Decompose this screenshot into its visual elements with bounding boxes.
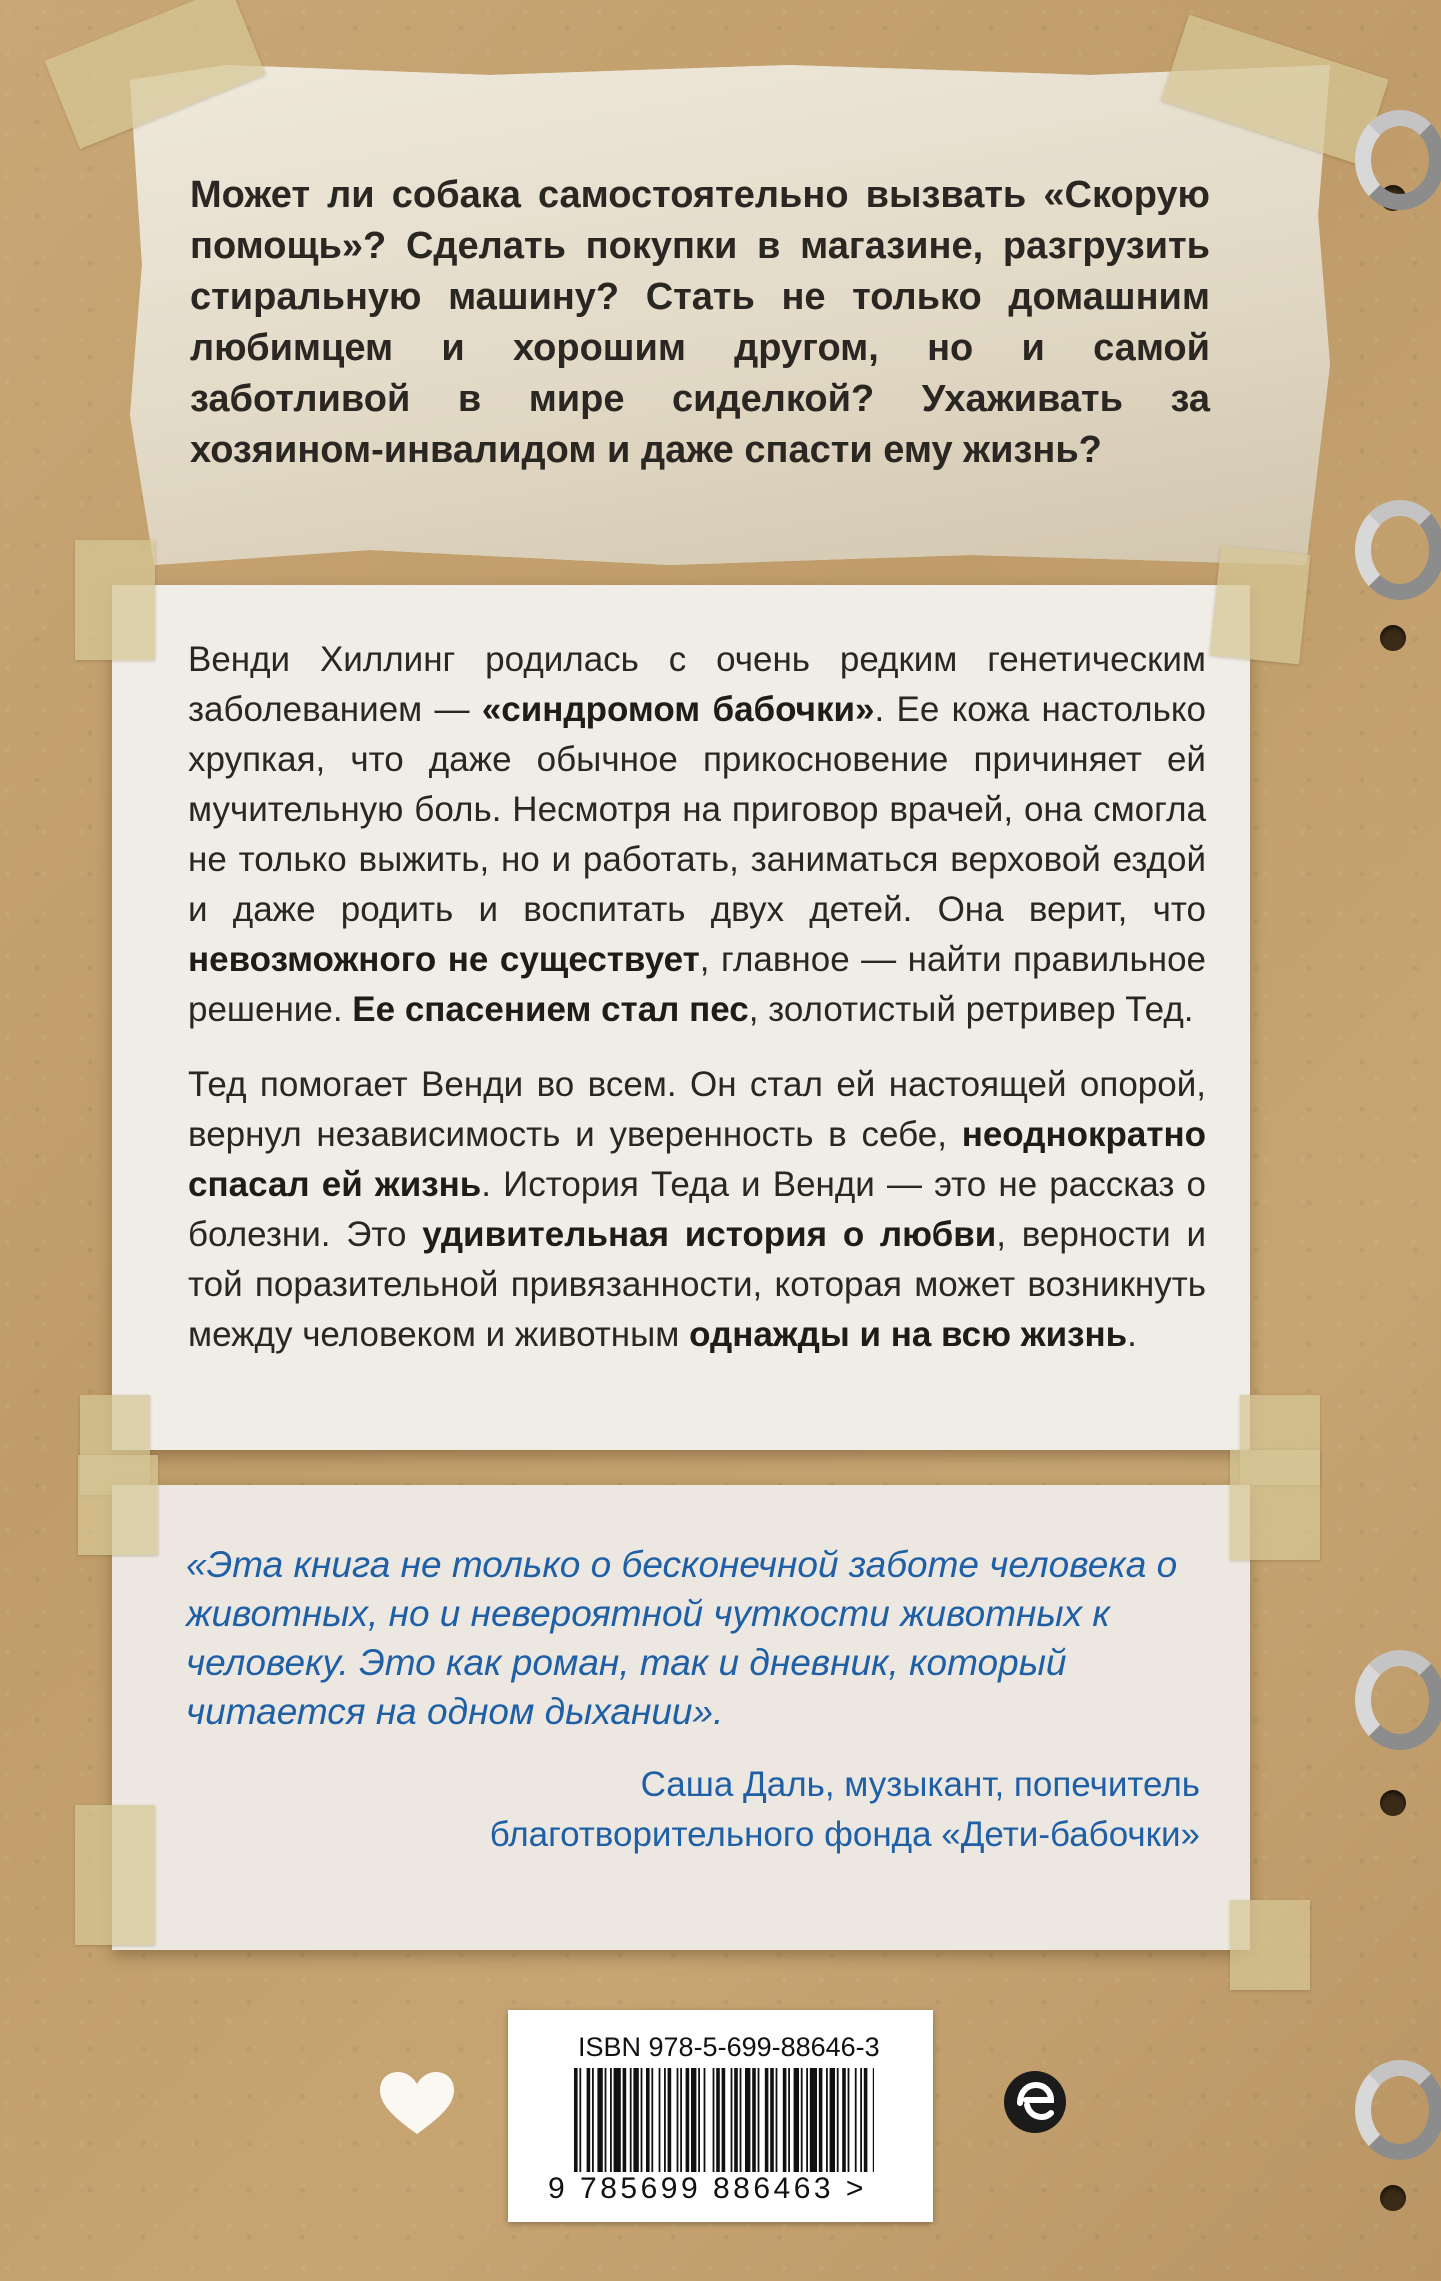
binder-ring-icon [1355, 1650, 1441, 1750]
barcode-digits: 9 785699 886463 > [548, 2172, 867, 2205]
description-paragraph-1 [188, 635, 1206, 1035]
tape [75, 540, 155, 660]
bold-text: неоднократно спасал ей жизнь [188, 1115, 1206, 1204]
binder-hole [1380, 2185, 1406, 2211]
text: , верности и той поразительной привязанности, которая может возникнуть между человеком и животным [188, 1215, 1206, 1354]
text: , золотистый ретривер Тед. [748, 990, 1194, 1029]
binder-ring-icon [1355, 2060, 1441, 2160]
tape [1230, 1900, 1310, 1990]
text: Тед помогает Венди во всем. Он стал ей настоящей опорой, вернул независимость и уверенность в себе, [188, 1065, 1206, 1154]
isbn-barcode-box [508, 2010, 933, 2222]
text: . Ее кожа настолько хрупкая, что даже обычное прикосновение причиняет ей мучительную боль. Несмотря на приговор врачей, она смогла не только выжить, но и работать, заниматься верховой ездой и даже родить и воспитать двух детей. Она верит, что [188, 690, 1207, 929]
description-paragraph-2 [188, 1060, 1206, 1360]
binder-ring-icon [1355, 110, 1441, 210]
text: . История Теда и Венди — это не рассказ о болезни. Это [188, 1165, 1206, 1254]
bold-text: невозможного не существует [188, 940, 700, 979]
binder-hole [1380, 1790, 1406, 1816]
bold-text: удивительная история о любви [422, 1215, 997, 1254]
intro-text: Может ли собака самостоятельно вызвать «Скорую помощь»? Сделать покупки в магазине, разгрузить стиральную машину? Стать не только домашним любимцем и хорошим другом, но и самой заботливой в мире сиделкой? Ухаживать за хозяином-инвалидом и даже спасти ему жизнь? [190, 174, 1210, 471]
heart-icon [378, 2070, 456, 2136]
text: . [1127, 1315, 1137, 1354]
text: Венди Хиллинг родилась с очень редким генетическим заболеванием — [188, 640, 1206, 729]
bold-text: «синдромом бабочки» [481, 690, 875, 729]
bold-text: однажды и на всю жизнь [689, 1315, 1128, 1354]
binder-hole [1380, 625, 1406, 651]
tape [1209, 546, 1310, 665]
bold-text: Ее спасением стал пес [352, 990, 749, 1029]
tape [75, 1805, 155, 1945]
barcode [574, 2068, 874, 2172]
text: , главное — найти правильное решение. [188, 940, 1207, 1029]
binder-ring-icon [1355, 500, 1441, 600]
attribution-line: благотворительного фонда «Дети-бабочки» [489, 1815, 1200, 1854]
eksmo-logo-icon [1000, 2067, 1070, 2137]
isbn-label: ISBN 978-5-699-88646-3 [578, 2032, 880, 2062]
review-quote: «Эта книга не только о бесконечной заботе человека о животных, но и невероятной чуткости животных к человеку. Это как роман, так и дневник, который читается на одном дыхании». [186, 1544, 1178, 1732]
tape [1230, 1450, 1320, 1560]
attribution-line: Саша Даль, музыкант, попечитель [640, 1765, 1200, 1804]
quote-attribution [300, 1760, 1200, 1860]
tape [78, 1455, 158, 1555]
